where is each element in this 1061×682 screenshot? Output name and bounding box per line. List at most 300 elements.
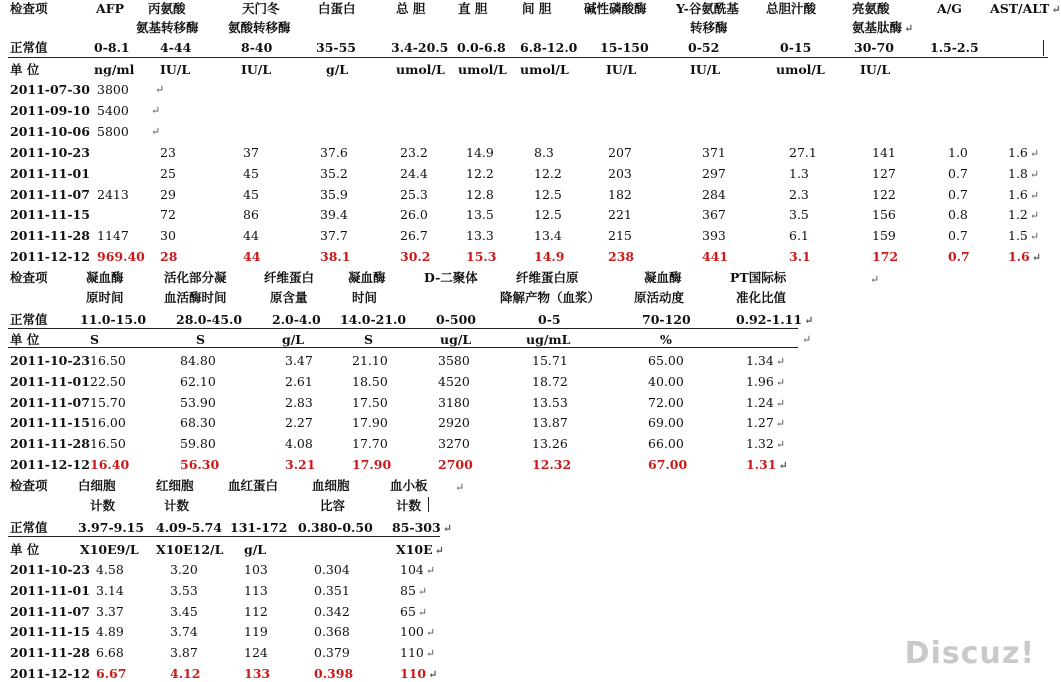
header-lap: 氨基肽酶 ↵ [852,20,914,35]
cell-value: 24.4 [400,166,428,181]
unit-value: IU/L [690,62,721,77]
paragraph-mark: ↵ [1029,189,1040,202]
cell-value: 0.7 [948,187,968,202]
paragraph-mark: ↵ [151,125,161,138]
cell-value: 86 [243,207,259,222]
row-date: 2011-11-15 [10,624,90,639]
header-hematocrit: 比容 [320,498,346,513]
cell-value: 238 [608,249,635,264]
unit-value: S [196,332,206,347]
normal-range-value: 4-44 [160,40,192,55]
row-date: 2011-11-07 [10,604,90,619]
header-tba: 总胆汁酸 [766,1,817,16]
cell-value: 35.9 [320,187,348,202]
normal-range-value: 8-40 [241,40,273,55]
cell-value: 29 [160,187,176,202]
header-aptt: 活化部分凝 [164,270,227,285]
header-pta: 原活动度 [634,290,685,305]
cell-value: 21.10 [352,353,388,368]
cell-value: 1.6 ↵ [1008,249,1041,264]
cell-value: 3.45 [170,604,198,619]
paragraph-mark: ↵ [775,355,786,368]
cell-value: 45 [243,166,259,181]
header-afp: AFP [96,1,124,16]
row-date: 2011-11-15 [10,415,90,430]
divider [8,347,798,348]
header-label: 检查项 [10,270,48,285]
cell-value: 119 [244,624,268,639]
paragraph-mark: ↵ [425,626,436,639]
cell-value: 1.96 ↵ [746,374,786,389]
cell-value: 18.50 [352,374,388,389]
cell-value: 371 [702,145,726,160]
header-fibrinogen: 纤维蛋白 [264,270,315,285]
cell-value: 13.3 [466,228,494,243]
cell-value: 0.379 [314,645,350,660]
cell-value: 127 [872,166,896,181]
unit-value: X10E12/L [156,542,224,557]
cell-value: 17.50 [352,395,388,410]
unit-value: S [90,332,100,347]
header-ggt: 转移酶 [690,20,728,35]
header-indirect-bilirubin: 间 胆 [522,1,552,16]
cell-value: 15.71 [532,353,568,368]
cell-value: 0.7 [948,228,968,243]
normal-range-value: 0-8.1 [94,40,130,55]
cell-value: 103 [244,562,268,577]
cell-value: 3270 [438,436,470,451]
cell-value: 72 [160,207,176,222]
cell-value: 4.12 [170,666,201,681]
normal-range-value: 0-5 [538,312,561,327]
paragraph-mark: ↵ [434,544,444,557]
units-label: 单 位 [10,542,40,557]
normal-range-value: 0-500 [436,312,476,327]
cell-value: 1.0 [948,145,968,160]
row-date: 2011-11-28 [10,645,90,660]
cell-value: 207 [608,145,632,160]
normal-range-value: 3.97-9.15 [78,520,145,535]
cell-value: 393 [702,228,726,243]
units-label: 单 位 [10,62,40,77]
cell-value: 16.50 [90,436,126,451]
cell-value: 16.40 [90,457,130,472]
cell-value: 1.27 ↵ [746,415,786,430]
header-ag: A/G [937,1,962,16]
unit-value: IU/L [860,62,891,77]
cell-value: 367 [702,207,726,222]
divider [8,536,440,537]
paragraph-mark: ↵ [1029,230,1040,243]
paragraph-mark: ↵ [778,459,788,472]
cell-value: 45 [243,187,259,202]
cell-value: 23 [160,145,176,160]
cell-value: 6.67 [96,666,127,681]
cell-value: 12.32 [532,457,572,472]
header-wbc: 白细胞 [78,478,116,493]
header-label: 检查项 [10,1,48,16]
header-d-dimer: D-二聚体 [424,270,478,285]
paragraph-mark: ↵ [1031,251,1041,264]
cell-value: 441 [702,249,729,264]
unit-value: X10E ↵ [396,542,444,557]
normal-range-label: 正常值 [10,520,48,535]
cell-value: 2920 [438,415,470,430]
paragraph-mark: ↵ [425,564,436,577]
cell-value: 3180 [438,395,470,410]
row-date: 2011-09-10 [10,103,90,118]
cell-value: 3580 [438,353,470,368]
normal-range-value: 14.0-21.0 [340,312,407,327]
cell-value: 3.14 [96,583,124,598]
cell-value: 12.5 [534,207,562,222]
cell-value: 1.2 ↵ [1008,207,1040,222]
normal-range-value: 28.0-45.0 [176,312,243,327]
cell-value: 0.8 [948,207,968,222]
cell-value: 0.304 [314,562,350,577]
cell-value: 37.7 [320,228,348,243]
cell-value: 3.20 [170,562,198,577]
header-alt: 氨基转移酶 [136,20,199,35]
normal-range-value: 2.0-4.0 [272,312,321,327]
cell-value: 2.27 [285,415,313,430]
cell-value: 5800 [97,124,129,139]
cell-value: 4.58 [96,562,124,577]
cell-value: 112 [244,604,268,619]
header-alp: 碱性磷酸酶 [584,1,647,16]
header-hematocrit: 血细胞 [312,478,350,493]
cell-value: 2.3 [789,187,809,202]
cell-value: 72.00 [648,395,684,410]
cell-value: 133 [244,666,271,681]
row-date: 2011-11-01 [10,166,90,181]
cell-value: 26.7 [400,228,428,243]
cell-value: 172 [872,249,899,264]
cell-value: 17.70 [352,436,388,451]
cell-value: 85 ↵ [400,583,428,598]
paragraph-mark: ↵ [1029,147,1040,160]
cell-value: 2.61 [285,374,313,389]
header-pta: 凝血酶 [644,270,682,285]
paragraph-mark: ↵ [425,647,436,660]
row-date: 2011-10-23 [10,145,90,160]
header-tt: 时间 [352,290,378,305]
row-date: 2011-11-01 [10,583,90,598]
normal-range-value: 35-55 [316,40,356,55]
cell-value: 68.30 [180,415,216,430]
normal-range-value: 85-303 ↵ [392,520,452,535]
cell-value: 3.87 [170,645,198,660]
unit-value: IU/L [160,62,191,77]
cell-value: 1.3 [789,166,809,181]
normal-range-value: 70-120 [642,312,691,327]
header-pt: 原时间 [86,290,124,305]
normal-range-value: 6.8-12.0 [520,40,578,55]
unit-value: g/L [244,542,267,557]
normal-range-value: 1.5-2.5 [930,40,979,55]
cell-value: 30.2 [400,249,431,264]
paragraph-mark: ↵ [455,481,465,494]
cell-value: 104 ↵ [400,562,436,577]
cell-value: 156 [872,207,896,222]
text-cursor [428,497,429,512]
cell-value: 0.7 [948,249,970,264]
cell-value: 15.3 [466,249,497,264]
cell-value: 35.2 [320,166,348,181]
cell-value: 16.00 [90,415,126,430]
cell-value: 62.10 [180,374,216,389]
cell-value: 30 [160,228,176,243]
paragraph-mark: ↵ [775,376,786,389]
header-fibrinogen: 原含量 [270,290,308,305]
cell-value: 38.1 [320,249,351,264]
cell-value: 40.00 [648,374,684,389]
normal-range-value: 15-150 [600,40,649,55]
cell-value: 3.53 [170,583,198,598]
cell-value: 27.1 [789,145,817,160]
unit-value: % [660,332,672,347]
normal-range-value: 0.92-1.11 ↵ [736,312,814,327]
cell-value: 221 [608,207,632,222]
cell-value: 3.1 [789,249,811,264]
header-total-bilirubin: 总 胆 [396,1,426,16]
cell-value: 6.68 [96,645,124,660]
cell-value: 59.80 [180,436,216,451]
row-date: 2011-10-23 [10,562,90,577]
cell-value: 23.2 [400,145,428,160]
row-date: 2011-10-06 [10,124,90,139]
cell-value: 65 ↵ [400,604,428,619]
cell-value: 8.3 [534,145,554,160]
cell-value: 3.21 [285,457,316,472]
row-date: 2011-12-12 [10,249,90,264]
cell-value: 0.398 [314,666,354,681]
unit-value: IU/L [606,62,637,77]
cell-value: 28 [160,249,178,264]
cell-value: 14.9 [534,249,565,264]
cell-value: 284 [702,187,726,202]
paragraph-mark: ↵ [1029,209,1040,222]
paragraph-mark: ↵ [442,522,452,535]
header-direct-bilirubin: 直 胆 [458,1,488,16]
header-wbc: 计数 [90,498,116,513]
cell-value: 0.351 [314,583,350,598]
header-label: 检查项 [10,478,48,493]
cell-value: 66.00 [648,436,684,451]
header-lap: 亮氨酸 [852,1,890,16]
paragraph-mark: ↵ [870,273,880,286]
cell-value: 12.2 [466,166,494,181]
normal-range-value: 0.0-6.8 [457,40,506,55]
cell-value: 37 [243,145,259,160]
cell-value: 141 [872,145,896,160]
cell-value: 4.08 [285,436,313,451]
cell-value: 13.4 [534,228,562,243]
cell-value: 56.30 [180,457,220,472]
row-date: 2011-12-12 [10,457,90,472]
divider [1043,40,1044,56]
divider [8,57,1048,58]
normal-range-value: 30-70 [854,40,894,55]
cell-value: 4.89 [96,624,124,639]
cell-value: 1.31 ↵ [746,457,788,472]
unit-value: IU/L [241,62,272,77]
normal-range-value: 0-52 [688,40,720,55]
cell-value: 4520 [438,374,470,389]
cell-value: 0.368 [314,624,350,639]
cell-value: 13.87 [532,415,568,430]
cell-value: 44 [243,249,261,264]
cell-value: 100 ↵ [400,624,436,639]
cell-value: 6.1 [789,228,809,243]
unit-value: g/L [282,332,305,347]
header-alt: 丙氨酸 [148,1,186,16]
divider [8,328,798,329]
normal-range-value: 3.4-20.5 [391,40,449,55]
row-date: 2011-10-23 [10,353,90,368]
unit-value: ng/ml [94,62,135,77]
cell-value: 39.4 [320,207,348,222]
cell-value: 65.00 [648,353,684,368]
normal-range-value: 4.09-5.74 [156,520,223,535]
row-date: 2011-11-07 [10,395,90,410]
header-pt: 凝血酶 [86,270,124,285]
cell-value: 122 [872,187,896,202]
header-rbc: 计数 [164,498,190,513]
unit-value: S [364,332,374,347]
normal-range-value: 0-15 [780,40,812,55]
cell-value: 3.37 [96,604,124,619]
header-tt: 凝血酶 [348,270,386,285]
cell-value: 110 ↵ [400,666,438,681]
cell-value: 159 [872,228,896,243]
cell-value: 1.8 ↵ [1008,166,1040,181]
cell-value: 124 [244,645,268,660]
cell-value: 44 [243,228,259,243]
paragraph-mark: ↵ [775,397,786,410]
cell-value: 37.6 [320,145,348,160]
paragraph-mark: ↵ [151,104,161,117]
cell-value: 297 [702,166,726,181]
row-date: 2011-12-12 [10,666,90,681]
unit-value: umol/L [520,62,569,77]
cell-value: 69.00 [648,415,684,430]
paragraph-mark: ↵ [1029,168,1040,181]
cell-value: 2413 [97,187,129,202]
normal-range-value: 0.380-0.50 [298,520,373,535]
cell-value: 5400 [97,103,129,118]
cell-value: 1.34 ↵ [746,353,786,368]
header-inr: PT国际标 [730,270,787,285]
normal-range-value: 11.0-15.0 [80,312,147,327]
header-platelet: 计数 [396,498,422,513]
cell-value: 113 [244,583,268,598]
cell-value: 1.32 ↵ [746,436,786,451]
cell-value: 13.5 [466,207,494,222]
cell-value: 3800 [97,82,129,97]
units-label: 单 位 [10,332,40,347]
cell-value: 17.90 [352,415,388,430]
cell-value: 13.26 [532,436,568,451]
cell-value: 2700 [438,457,473,472]
row-date: 2011-11-28 [10,436,90,451]
header-aptt: 血活酶时间 [164,290,227,305]
cell-value: 12.8 [466,187,494,202]
cell-value: 25.3 [400,187,428,202]
cell-value: 15.70 [90,395,126,410]
paragraph-mark: ↵ [428,668,438,681]
cell-value: 1.6 ↵ [1008,145,1040,160]
cell-value: 0.342 [314,604,350,619]
cell-value: 3.47 [285,353,313,368]
paragraph-mark: ↵ [775,438,786,451]
cell-value: 3.5 [789,207,809,222]
cell-value: 1.6 ↵ [1008,187,1040,202]
cell-value: 22.50 [90,374,126,389]
unit-value: umol/L [776,62,825,77]
cell-value: 53.90 [180,395,216,410]
header-inr: 准化比值 [736,290,787,305]
cell-value: 2.83 [285,395,313,410]
cell-value: 1147 [97,228,129,243]
header-fdp: 降解产物（血浆） [500,290,601,305]
paragraph-mark: ↵ [417,585,428,598]
cell-value: 12.2 [534,166,562,181]
discuz-watermark: Discuz! [904,636,1035,671]
cell-value: 26.0 [400,207,428,222]
cell-value: 1.5 ↵ [1008,228,1040,243]
cell-value: 17.90 [352,457,392,472]
cell-value: 25 [160,166,176,181]
row-date: 2011-11-28 [10,228,90,243]
cell-value: 110 ↵ [400,645,436,660]
paragraph-mark: ↵ [417,606,428,619]
normal-range-label: 正常值 [10,312,48,327]
cell-value: 18.72 [532,374,568,389]
normal-range-label: 正常值 [10,40,48,55]
header-ast: 天门冬 [242,1,280,16]
header-fdp: 纤维蛋白原 [516,270,579,285]
paragraph-mark: ↵ [775,417,786,430]
unit-value: X10E9/L [80,542,139,557]
header-rbc: 红细胞 [156,478,194,493]
cell-value: 0.7 [948,166,968,181]
cell-value: 67.00 [648,457,688,472]
paragraph-mark: ↵ [155,83,165,96]
cell-value: 84.80 [180,353,216,368]
paragraph-mark: ↵ [804,314,814,327]
cell-value: 182 [608,187,632,202]
paragraph-mark: ↵ [802,333,812,346]
unit-value: umol/L [458,62,507,77]
unit-value: ug/mL [526,332,571,347]
unit-value: umol/L [396,62,445,77]
cell-value: 14.9 [466,145,494,160]
row-date: 2011-11-01 [10,374,90,389]
unit-value: g/L [326,62,349,77]
unit-value: ug/L [440,332,472,347]
row-date: 2011-11-15 [10,207,90,222]
cell-value: 969.40 [97,249,145,264]
normal-range-value: 131-172 [230,520,288,535]
header-platelet: 血小板 [390,478,428,493]
cell-value: 13.53 [532,395,568,410]
cell-value: 16.50 [90,353,126,368]
cell-value: 3.74 [170,624,198,639]
header-hemoglobin: 血红蛋白 [228,478,279,493]
header-ggt: Y-谷氨酰基 [676,1,739,16]
row-date: 2011-11-07 [10,187,90,202]
